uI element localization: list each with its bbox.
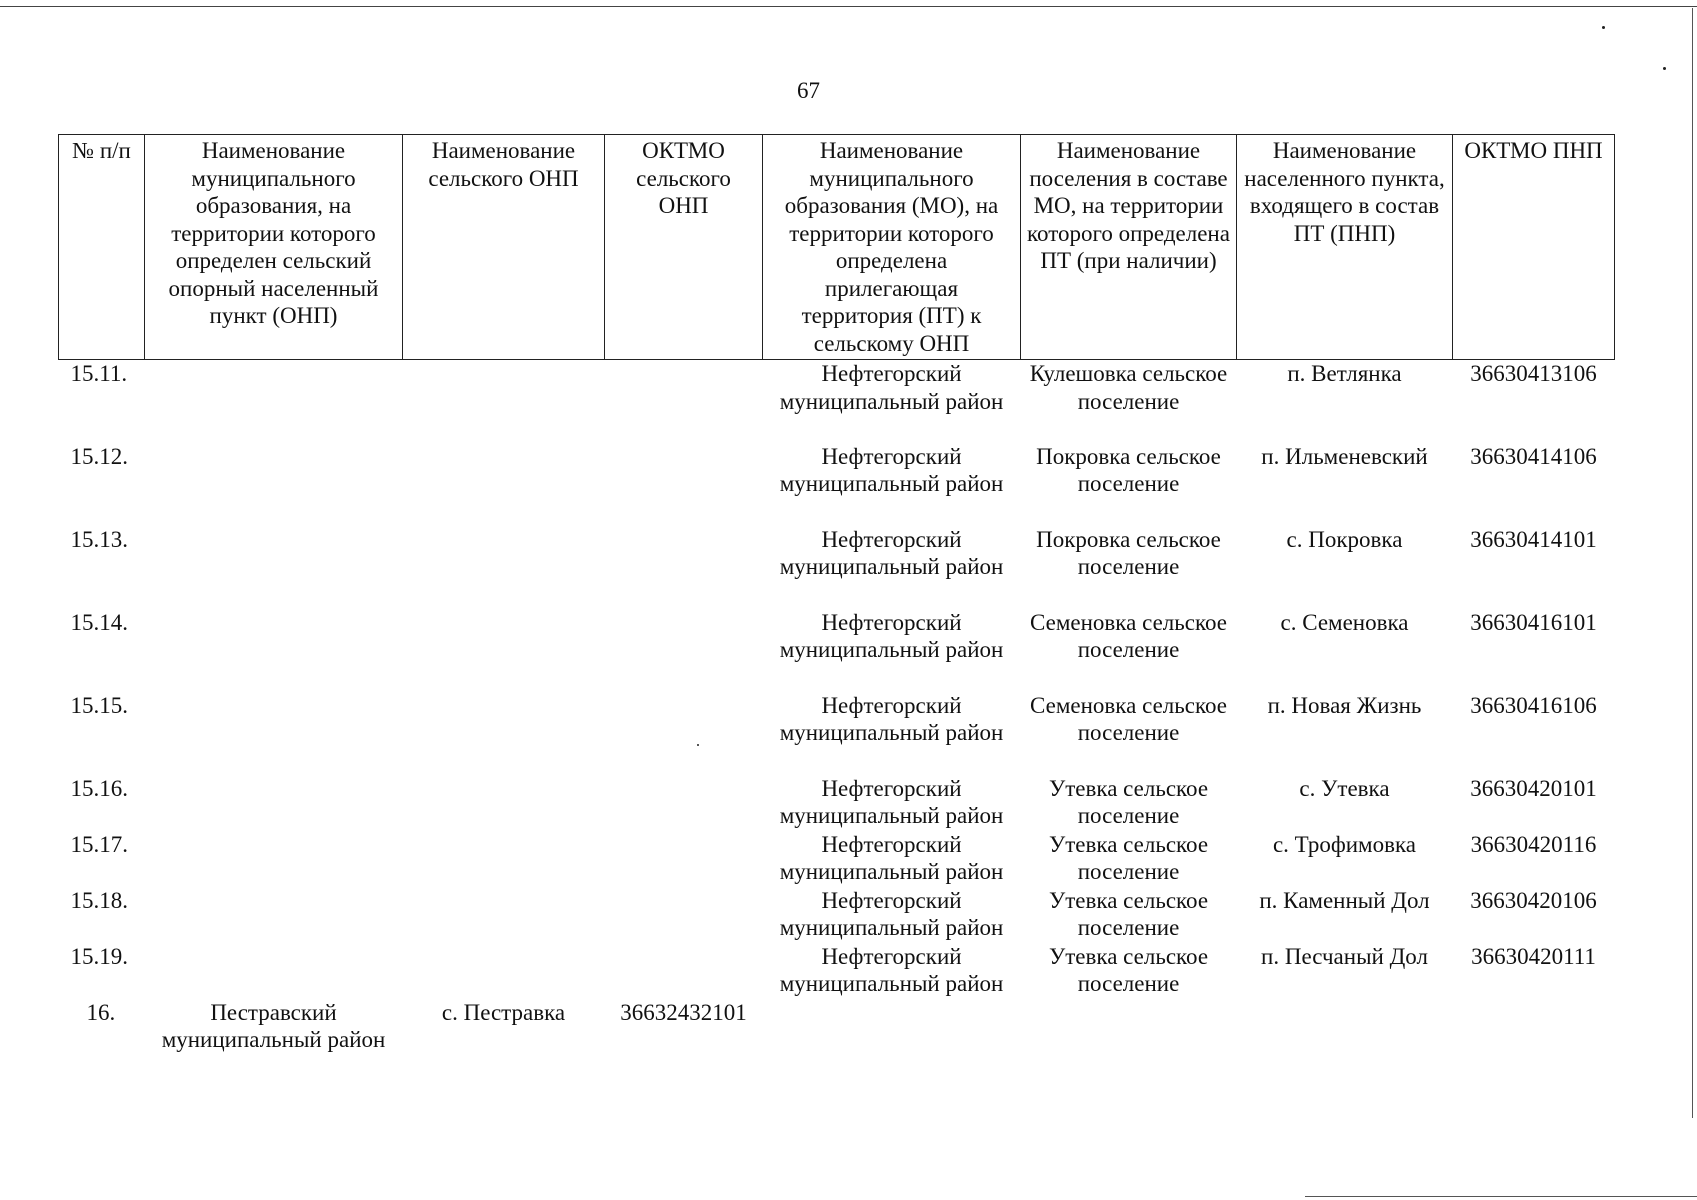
cell-mo-pt: Нефтегорский муниципальный район (779, 775, 1004, 828)
cell-number: 15.12. (70, 443, 128, 469)
header-oktmo-onp: ОКТМО сельского ОНП (605, 135, 763, 360)
cell-mo-pt: Нефтегорский муниципальный район (779, 831, 1004, 884)
cell-onp (403, 609, 605, 692)
cell-oktmo-onp (605, 775, 763, 831)
table-row (59, 943, 1615, 999)
cell-settlement: Семеновка сельское поселение (1030, 609, 1227, 662)
table-row (59, 526, 1615, 609)
cell-oktmo-onp (605, 943, 763, 999)
cell-settlement: Семеновка сельское поселение (1030, 692, 1227, 745)
cell-settlement: Утевка сельское поселение (1048, 775, 1209, 828)
table-row (59, 609, 1615, 692)
cell-mo-onp (145, 775, 403, 831)
cell-number: 15.19. (70, 943, 128, 969)
cell-oktmo-onp (605, 526, 763, 609)
cell-mo-pt: Нефтегорский муниципальный район (779, 443, 1004, 496)
cell-number: 15.14. (70, 609, 128, 635)
scan-edge-right (1692, 8, 1693, 1118)
cell-mo-onp (145, 943, 403, 999)
cell-pnp: п. Ильменевский (1261, 443, 1428, 469)
cell-mo-onp (145, 887, 403, 943)
scan-speck (1602, 26, 1605, 29)
cell-oktmo-onp (605, 692, 763, 775)
cell-pnp: с. Трофимовка (1272, 831, 1417, 857)
header-pnp: Наименование населенного пункта, входящего в состав ПТ (ПНП) (1237, 135, 1453, 360)
cell-oktmo-pnp: 36630414106 (1470, 443, 1597, 469)
cell-settlement: Утевка сельское поселение (1048, 943, 1209, 996)
cell-settlement: Покровка сельское поселение (1036, 526, 1221, 579)
table-row (59, 360, 1615, 443)
cell-oktmo-onp (605, 887, 763, 943)
cell-mo-onp (145, 360, 403, 443)
cell-onp (403, 692, 605, 775)
scan-edge-top (0, 6, 1697, 7)
cell-pnp: п. Новая Жизнь (1267, 692, 1422, 718)
table-row (59, 831, 1615, 887)
cell-number: 15.18. (70, 887, 128, 913)
cell-onp: с. Пестравка (441, 999, 566, 1025)
table-row (59, 887, 1615, 943)
table-row (59, 443, 1615, 526)
cell-pnp: с. Утевка (1299, 775, 1390, 801)
settlements-table (58, 134, 1615, 1055)
cell-pnp: п. Каменный Дол (1259, 887, 1430, 913)
cell-number: 15.13. (70, 526, 128, 552)
cell-mo-onp (145, 831, 403, 887)
cell-mo-onp: Пестравский муниципальный район (161, 999, 386, 1052)
page-number: 67 (797, 78, 820, 103)
cell-number: 15.11. (70, 361, 128, 386)
header-row (59, 135, 1615, 360)
cell-pnp: с. Покровка (1286, 526, 1403, 552)
table-body (59, 360, 1615, 1055)
cell-mo-pt: Нефтегорский муниципальный район (779, 526, 1004, 579)
cell-mo-onp (145, 443, 403, 526)
cell-onp (403, 831, 605, 887)
cell-oktmo-pnp: 36630414101 (1470, 526, 1597, 552)
cell-oktmo-onp (605, 831, 763, 887)
cell-settlement: Утевка сельское поселение (1048, 831, 1209, 884)
cell-mo-pt (763, 999, 1021, 1055)
header-onp: Наименование сельского ОНП (403, 135, 605, 360)
cell-number: 15.16. (70, 775, 128, 801)
cell-pnp: п. Ветлянка (1287, 361, 1402, 386)
cell-oktmo-pnp: 36630420116 (1470, 831, 1597, 857)
cell-number: 16. (86, 999, 116, 1025)
cell-settlement: Утевка сельское поселение (1048, 887, 1209, 940)
table-row (59, 999, 1615, 1055)
cell-oktmo-onp (605, 443, 763, 526)
cell-oktmo-onp: 36632432101 (620, 999, 747, 1025)
header-number: № п/п (59, 135, 145, 360)
cell-oktmo-pnp: 36630416106 (1470, 692, 1597, 718)
cell-number: 15.15. (70, 692, 128, 718)
cell-mo-pt: Нефтегорский муниципальный район (779, 692, 1004, 745)
cell-onp (403, 443, 605, 526)
cell-mo-pt: Нефтегорский муниципальный район (779, 943, 1004, 996)
cell-oktmo-pnp (1453, 999, 1615, 1055)
cell-oktmo-pnp: 36630416101 (1470, 609, 1597, 635)
cell-mo-onp (145, 526, 403, 609)
header-settlement: Наименование поселения в составе МО, на территории которого определена ПТ (при наличии) (1021, 135, 1237, 360)
table-row (59, 692, 1615, 775)
cell-onp (403, 775, 605, 831)
cell-oktmo-pnp: 36630420101 (1470, 775, 1597, 801)
cell-mo-pt: Нефтегорский муниципальный район (779, 361, 1004, 414)
cell-onp (403, 887, 605, 943)
cell-settlement: Кулешовка сельское поселение (1029, 361, 1228, 414)
cell-pnp (1237, 999, 1453, 1055)
cell-oktmo-onp (605, 360, 763, 443)
cell-oktmo-pnp: 36630420106 (1470, 887, 1597, 913)
cell-onp (403, 360, 605, 443)
cell-pnp: п. Песчаный Дол (1261, 943, 1428, 969)
cell-number: 15.17. (70, 831, 128, 857)
cell-oktmo-pnp: 36630413106 (1470, 361, 1597, 386)
cell-mo-onp (145, 692, 403, 775)
scan-edge-bottom (1305, 1196, 1697, 1197)
cell-onp (403, 526, 605, 609)
table-row (59, 775, 1615, 831)
cell-onp (403, 943, 605, 999)
cell-mo-pt: Нефтегорский муниципальный район (779, 887, 1004, 940)
cell-oktmo-pnp: 36630420111 (1471, 943, 1596, 969)
header-mo-pt: Наименование муниципального образования (МО), на территории которого определена прилегающая территория (ПТ) к сельскому ОНП (763, 135, 1021, 360)
cell-settlement: Покровка сельское поселение (1036, 443, 1221, 496)
cell-pnp: с. Семеновка (1280, 609, 1409, 635)
cell-oktmo-onp (605, 609, 763, 692)
cell-mo-onp (145, 609, 403, 692)
cell-settlement (1021, 999, 1237, 1055)
cell-mo-pt: Нефтегорский муниципальный район (779, 609, 1004, 662)
header-mo-onp: Наименование муниципального образования, на территории которого определен сельский опорный населенный пункт (ОНП) (145, 135, 403, 360)
header-oktmo-pnp: ОКТМО ПНП (1453, 135, 1615, 360)
table-header (59, 135, 1615, 360)
scan-speck (1663, 67, 1666, 70)
